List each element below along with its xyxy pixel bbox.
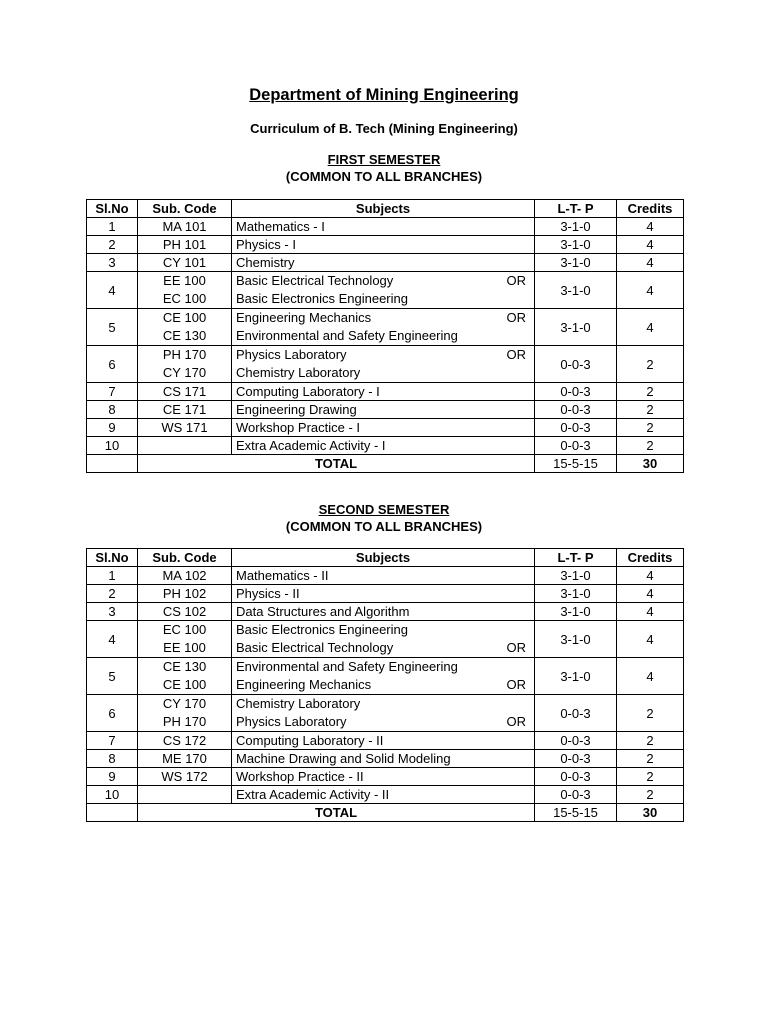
sl-no-cell: 7 [87,732,138,750]
sub-code-cell [138,254,232,272]
subject-name: Computing Laboratory - II [236,733,384,748]
sub-code: EE 100 [163,273,206,288]
ltp-cell: 3-1-0 [535,603,617,621]
sub-code-cell [138,346,232,383]
table-row [87,786,684,804]
table-row [87,621,684,658]
credits-cell: 4 [617,603,684,621]
sub-code-header: Sub. Code [138,549,232,567]
subject-name: Extra Academic Activity - I [236,438,386,453]
subject-name: Physics - II [236,586,300,601]
table-row [87,346,684,383]
table-row [87,732,684,750]
sub-code-cell [138,658,232,695]
sub-code: WS 172 [161,769,208,784]
or-label: OR [506,310,526,325]
ltp-header: L-T- P [535,200,617,218]
credits-cell: 4 [617,236,684,254]
sub-code-header: Sub. Code [138,200,232,218]
sub-code: EC 100 [162,291,207,306]
credits-cell: 2 [617,750,684,768]
first-semester-table [86,199,684,473]
subjects-header: Subjects [232,549,535,567]
sub-code-cell [138,401,232,419]
sub-code-cell [138,383,232,401]
subject-name: Physics - I [236,237,296,252]
subject-cell [232,218,535,236]
sl-no-cell: 9 [87,768,138,786]
sl-no-cell: 2 [87,236,138,254]
credits-cell: 2 [617,732,684,750]
sub-code-cell [138,695,232,732]
ltp-cell: 3-1-0 [535,218,617,236]
credits-cell: 2 [617,695,684,732]
subject-name: Environmental and Safety Engineering [236,659,458,674]
table-row [87,383,684,401]
sl-no-cell: 5 [87,658,138,695]
table-row [87,272,684,309]
subject-cell [232,768,535,786]
ltp-cell: 3-1-0 [535,567,617,585]
first-semester-heading [0,152,768,185]
credits-cell: 4 [617,585,684,603]
total-blank-cell [87,455,138,473]
ltp-cell: 3-1-0 [535,254,617,272]
subject-name: Basic Electronics Engineering [236,622,408,637]
second-semester-heading [0,502,768,535]
sub-code-cell [138,419,232,437]
ltp-cell: 0-0-3 [535,346,617,383]
sub-code: EE 100 [163,640,206,655]
subject-cell [232,401,535,419]
table-row [87,309,684,346]
subject-cell [232,254,535,272]
sl-no-cell: 3 [87,254,138,272]
subject-cell [232,567,535,585]
sl-no-cell: 4 [87,621,138,658]
sub-code: CE 100 [162,677,207,692]
sl-no-cell: 6 [87,346,138,383]
sub-code-cell [138,603,232,621]
semester-title: SECOND SEMESTER [318,502,450,517]
subject-name: Data Structures and Algorithm [236,604,410,619]
sub-code-cell [138,750,232,768]
sub-code-cell [138,732,232,750]
table-row [87,585,684,603]
page-title: Department of Mining Engineering [249,86,519,104]
table-row [87,419,684,437]
subject-name: Basic Electronics Engineering [236,291,408,306]
sub-code: PH 102 [162,586,207,601]
table-row [87,603,684,621]
table-row [87,254,684,272]
subject-cell [232,419,535,437]
credits-cell: 2 [617,768,684,786]
sub-code-cell [138,309,232,346]
subject-cell [232,309,535,346]
subjects-header: Subjects [232,200,535,218]
table-row [87,750,684,768]
sub-code: PH 101 [162,237,207,252]
sub-code-cell [138,786,232,804]
ltp-cell: 0-0-3 [535,437,617,455]
subject-cell [232,658,535,695]
subject-name: Environmental and Safety Engineering [236,328,458,343]
ltp-cell: 3-1-0 [535,272,617,309]
sl-no-cell: 1 [87,567,138,585]
subject-cell [232,695,535,732]
table-header-row [87,200,684,218]
subject-cell [232,585,535,603]
subject-name: Engineering Mechanics [236,677,372,692]
total-label: TOTAL [138,455,535,473]
sl-no-cell: 3 [87,603,138,621]
sub-code: CS 172 [162,733,207,748]
credits-cell: 4 [617,567,684,585]
sl-no-header: Sl.No [87,200,138,218]
sub-code-cell [138,585,232,603]
subject-name: Workshop Practice - I [236,420,361,435]
subject-cell [232,236,535,254]
ltp-cell: 0-0-3 [535,750,617,768]
sub-code-cell [138,218,232,236]
ltp-cell: 3-1-0 [535,621,617,658]
sub-code: MA 102 [162,568,207,583]
or-label: OR [506,677,526,692]
or-label: OR [506,347,526,362]
sl-no-cell: 8 [87,401,138,419]
credits-cell: 2 [617,419,684,437]
sl-no-cell: 5 [87,309,138,346]
sub-code: CE 130 [162,328,207,343]
ltp-cell: 0-0-3 [535,732,617,750]
credits-cell: 4 [617,272,684,309]
subject-name: Basic Electrical Technology [236,640,394,655]
subject-name: Physics Laboratory [236,714,347,729]
subject-name: Engineering Drawing [236,402,357,417]
subject-name: Mathematics - I [236,219,325,234]
sub-code: CS 171 [162,384,207,399]
subject-name: Machine Drawing and Solid Modeling [236,751,451,766]
credits-cell: 2 [617,786,684,804]
total-ltp: 15-5-15 [535,804,617,822]
table-row [87,218,684,236]
total-row [87,455,684,473]
ltp-cell: 0-0-3 [535,401,617,419]
table-row [87,236,684,254]
sub-code: WS 171 [161,420,208,435]
ltp-cell: 0-0-3 [535,383,617,401]
credits-cell: 4 [617,658,684,695]
sub-code-cell [138,437,232,455]
sl-no-cell: 9 [87,419,138,437]
ltp-cell: 3-1-0 [535,658,617,695]
sub-code-cell [138,236,232,254]
sub-code-cell [138,768,232,786]
subject-cell [232,621,535,658]
total-credits: 30 [617,804,684,822]
sub-code: CE 171 [162,402,207,417]
subject-cell [232,272,535,309]
sl-no-cell: 8 [87,750,138,768]
table-row [87,437,684,455]
or-label: OR [506,640,526,655]
credits-cell: 4 [617,621,684,658]
credits-cell: 2 [617,346,684,383]
subject-cell [232,603,535,621]
sub-code-cell [138,272,232,309]
subject-name: Mathematics - II [236,568,329,583]
total-ltp: 15-5-15 [535,455,617,473]
sl-no-cell: 1 [87,218,138,236]
table-row [87,658,684,695]
ltp-cell: 3-1-0 [535,236,617,254]
sub-code: CY 170 [162,696,207,711]
sl-no-cell: 10 [87,786,138,804]
sub-code: ME 170 [162,751,207,766]
subject-cell [232,437,535,455]
subject-cell [232,346,535,383]
sl-no-cell: 4 [87,272,138,309]
total-credits: 30 [617,455,684,473]
subject-cell [232,750,535,768]
subject-name: Chemistry Laboratory [236,696,361,711]
sl-no-header: Sl.No [87,549,138,567]
semester-subtitle: (COMMON TO ALL BRANCHES) [285,518,483,534]
credits-header: Credits [617,549,684,567]
sub-code: CY 170 [162,365,207,380]
credits-cell: 2 [617,383,684,401]
second-semester-table [86,548,684,822]
curriculum-subtitle: Curriculum of B. Tech (Mining Engineering) [250,121,518,136]
subject-name: Chemistry [236,255,295,270]
table-row [87,768,684,786]
ltp-cell: 3-1-0 [535,585,617,603]
credits-header: Credits [617,200,684,218]
subject-name: Extra Academic Activity - II [236,787,390,802]
subject-name: Basic Electrical Technology [236,273,394,288]
credits-cell: 4 [617,254,684,272]
sub-code: CS 102 [162,604,207,619]
total-row [87,804,684,822]
sl-no-cell: 2 [87,585,138,603]
sub-code: PH 170 [162,714,207,729]
credits-cell: 2 [617,401,684,419]
sub-code-cell [138,567,232,585]
subject-name: Workshop Practice - II [236,769,364,784]
semester-title: FIRST SEMESTER [327,152,441,167]
sub-code: CY 101 [162,255,207,270]
subject-name: Engineering Mechanics [236,310,372,325]
total-blank-cell [87,804,138,822]
sub-code: CE 100 [162,310,207,325]
ltp-cell: 3-1-0 [535,309,617,346]
credits-cell: 2 [617,437,684,455]
sl-no-cell: 10 [87,437,138,455]
semester-subtitle: (COMMON TO ALL BRANCHES) [285,168,483,184]
ltp-cell: 0-0-3 [535,695,617,732]
subject-name: Chemistry Laboratory [236,365,361,380]
total-label: TOTAL [138,804,535,822]
ltp-header: L-T- P [535,549,617,567]
sl-no-cell: 6 [87,695,138,732]
table-row [87,695,684,732]
credits-cell: 4 [617,309,684,346]
sub-code: PH 170 [162,347,207,362]
or-label: OR [506,714,526,729]
subject-cell [232,786,535,804]
table-row [87,567,684,585]
table-row [87,401,684,419]
table-header-row [87,549,684,567]
subject-cell [232,383,535,401]
ltp-cell: 0-0-3 [535,768,617,786]
or-label: OR [506,273,526,288]
ltp-cell: 0-0-3 [535,419,617,437]
subject-cell [232,732,535,750]
subject-name: Computing Laboratory - I [236,384,380,399]
credits-cell: 4 [617,218,684,236]
sub-code: MA 101 [162,219,207,234]
subject-name: Physics Laboratory [236,347,347,362]
ltp-cell: 0-0-3 [535,786,617,804]
sub-code-cell [138,621,232,658]
sub-code: EC 100 [162,622,207,637]
sub-code: CE 130 [162,659,207,674]
sl-no-cell: 7 [87,383,138,401]
